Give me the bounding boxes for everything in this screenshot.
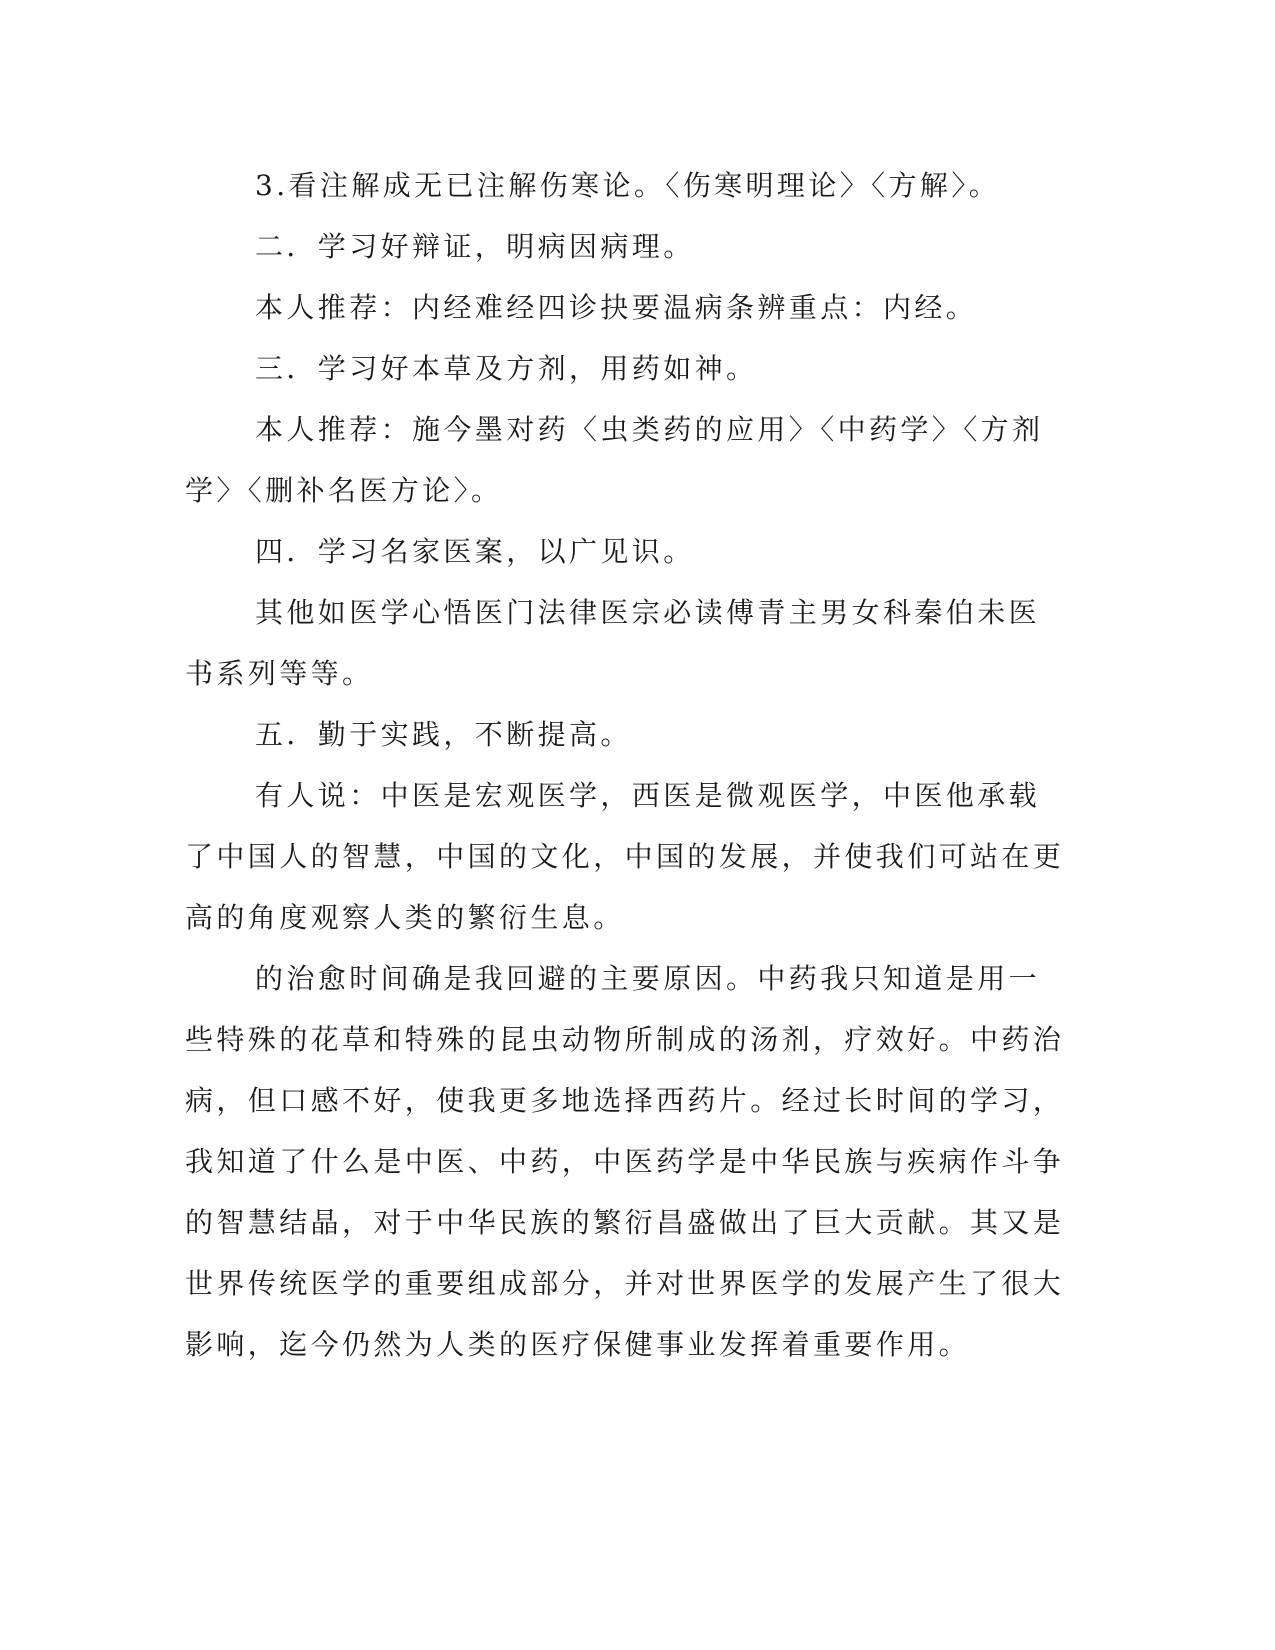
paragraph-1: 3.看注解成无已注解伤寒论。〈伤寒明理论〉〈方解〉。	[255, 169, 1001, 202]
paragraph-5: 本人推荐：施今墨对药〈虫类药的应用〉〈中药学〉〈方剂学〉〈删补名医方论〉。	[185, 413, 1044, 507]
document-body	[185, 155, 1065, 1375]
paragraph-3: 本人推荐：内经难经四诊抉要温病条辨重点：内经。	[255, 291, 978, 324]
paragraph-2: 二．学习好辩证，明病因病理。	[255, 230, 695, 263]
paragraph-4: 三．学习好本草及方剂，用药如神。	[255, 352, 758, 385]
paragraph-10: 的治愈时间确是我回避的主要原因。中药我只知道是用一些特殊的花草和特殊的昆虫动物所制成的汤剂，疗效好。中药治病，但口感不好，使我更多地选择西药片。经过长时间的学习，我知道了什么是中医、中药，中医药学是中华民族与疾病作斗争的智慧结晶，对于中华民族的繁衍昌盛做出了巨大贡献。其又是世界传统医学的重要组成部分，并对世界医学的发展产生了很大影响，迄今仍然为人类的医疗保健事业发挥着重要作用。	[185, 962, 1065, 1361]
paragraph-6: 四．学习名家医案，以广见识。	[255, 535, 695, 568]
paragraph-8: 五．勤于实践，不断提高。	[255, 718, 632, 751]
paragraph-9: 有人说：中医是宏观医学，西医是微观医学，中医他承载了中国人的智慧，中国的文化，中国的发展，并使我们可站在更高的角度观察人类的繁衍生息。	[185, 779, 1065, 934]
paragraph-7: 其他如医学心悟医门法律医宗必读傅青主男女科秦伯未医书系列等等。	[185, 596, 1041, 690]
